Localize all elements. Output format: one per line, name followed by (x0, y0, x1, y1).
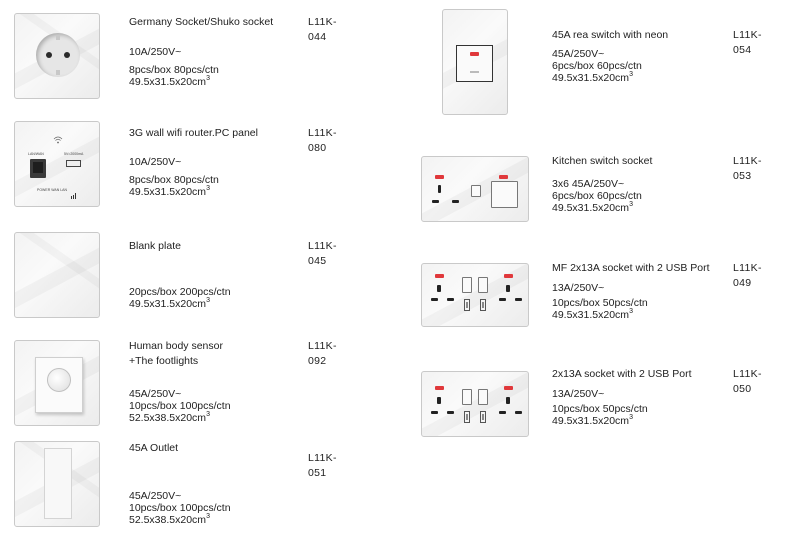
product-packing: 6pcs/box 60pcs/ctn (552, 60, 642, 72)
product-image (421, 156, 529, 222)
lan-label: LAN/WAN (28, 152, 44, 156)
outlet-cover (44, 448, 72, 519)
signal-bars-icon (71, 186, 77, 192)
neon-indicator (435, 386, 444, 390)
neon-indicator (435, 175, 444, 179)
product-image (421, 371, 529, 437)
product-code: L11K-051 (308, 452, 337, 479)
product-dimensions: 49.5x31.5x20cm (552, 309, 630, 321)
product-dimensions: 49.5x31.5x20cm (129, 76, 207, 88)
neon-indicator (435, 274, 444, 278)
product-rating: 10A/250V~ (129, 156, 182, 168)
product-name-line2: +The footlights (129, 355, 199, 367)
ethernet-port (30, 159, 46, 178)
product-image (442, 9, 508, 115)
product-packing: 10pcs/box 100pcs/ctn (129, 400, 231, 412)
product-image (14, 121, 100, 207)
product-image (14, 232, 100, 318)
switch (462, 389, 472, 405)
product-dimensions: 49.5x31.5x20cm (129, 298, 207, 310)
neon-indicator (504, 386, 513, 390)
product-dimensions: 52.5x38.5x20cm (129, 514, 207, 526)
neon-indicator (499, 175, 508, 179)
sensor-module (35, 357, 83, 413)
product-packing: 8pcs/box 80pcs/ctn (129, 64, 219, 76)
product-code: L11K-092 (308, 340, 337, 367)
socket-pin (447, 411, 454, 414)
socket-pin (437, 397, 441, 404)
switch (478, 389, 488, 405)
sensor-lens (47, 368, 71, 392)
socket-pin (506, 397, 510, 404)
socket-pin (432, 200, 439, 203)
switch (478, 277, 488, 293)
product-name: Human body sensor (129, 340, 223, 352)
socket-hole (64, 52, 70, 58)
product-packing: 10pcs/box 50pcs/ctn (552, 297, 648, 309)
product-name: Germany Socket/Shuko socket (129, 16, 274, 28)
product-code: L11K-049 (733, 262, 762, 289)
product-name: MF 2x13A socket with 2 USB Port (552, 262, 710, 274)
socket-pin (437, 285, 441, 292)
product-code: L11K-053 (733, 155, 762, 182)
product-packing: 6pcs/box 60pcs/ctn (552, 190, 642, 202)
neon-indicator (470, 52, 479, 56)
socket-pin (515, 411, 522, 414)
product-name: 2x13A socket with 2 USB Port (552, 368, 692, 380)
product-packing: 8pcs/box 80pcs/ctn (129, 174, 219, 186)
product-dimensions: 49.5x31.5x20cm (552, 72, 630, 84)
socket-pin (438, 185, 441, 193)
product-dimensions: 49.5x31.5x20cm (552, 202, 630, 214)
product-packing: 20pcs/box 200pcs/ctn (129, 286, 231, 298)
usb-port (464, 299, 470, 311)
large-switch (491, 181, 518, 208)
product-dimensions: 49.5x31.5x20cm (129, 186, 207, 198)
small-switch (471, 185, 481, 197)
product-rating: 45A/250V~ (129, 388, 182, 400)
product-rating: 13A/250V~ (552, 282, 605, 294)
product-dimensions: 49.5x31.5x20cm (552, 415, 630, 427)
product-image (14, 13, 100, 99)
led-labels: POWER WAN LAN (37, 188, 68, 192)
switch (462, 277, 472, 293)
socket-hole (46, 52, 52, 58)
product-packing: 10pcs/box 100pcs/ctn (129, 502, 231, 514)
socket-pin (431, 298, 438, 301)
product-name: Blank plate (129, 240, 181, 252)
socket-pin (452, 200, 459, 203)
socket-pin (506, 285, 510, 292)
wifi-icon (53, 132, 63, 142)
product-rating: 3x6 45A/250V~ (552, 178, 625, 190)
product-code: L11K-044 (308, 16, 337, 43)
product-dimensions: 52.5x38.5x20cm (129, 412, 207, 424)
product-image (421, 263, 529, 327)
product-code: L11K-045 (308, 240, 337, 267)
socket-pin (515, 298, 522, 301)
product-code: L11K-080 (308, 127, 337, 154)
usb-port (66, 160, 81, 167)
product-rating: 45A/250V~ (552, 48, 605, 60)
socket-pin (499, 298, 506, 301)
socket-pin (431, 411, 438, 414)
socket-pin (447, 298, 454, 301)
product-name: 45A Outlet (129, 442, 179, 454)
neon-indicator (504, 274, 513, 278)
product-rating: 45A/250V~ (129, 490, 182, 502)
usb-port (480, 299, 486, 311)
product-image (14, 340, 100, 426)
product-name: 3G wall wifi router.PC panel (129, 127, 258, 139)
switch-frame (456, 45, 493, 82)
product-packing: 10pcs/box 50pcs/ctn (552, 403, 648, 415)
usb-port (464, 411, 470, 423)
product-code: L11K-054 (733, 29, 762, 56)
usb-port (480, 411, 486, 423)
product-rating: 13A/250V~ (552, 388, 605, 400)
product-name: 45A rea switch with neon (552, 29, 669, 41)
product-code: L11K-050 (733, 368, 762, 395)
product-name: Kitchen switch socket (552, 155, 653, 167)
product-image (14, 441, 100, 527)
socket-pin (499, 411, 506, 414)
product-rating: 10A/250V~ (129, 46, 182, 58)
socket-face (36, 33, 80, 77)
usb-label: 5V=2000mA (64, 152, 84, 156)
